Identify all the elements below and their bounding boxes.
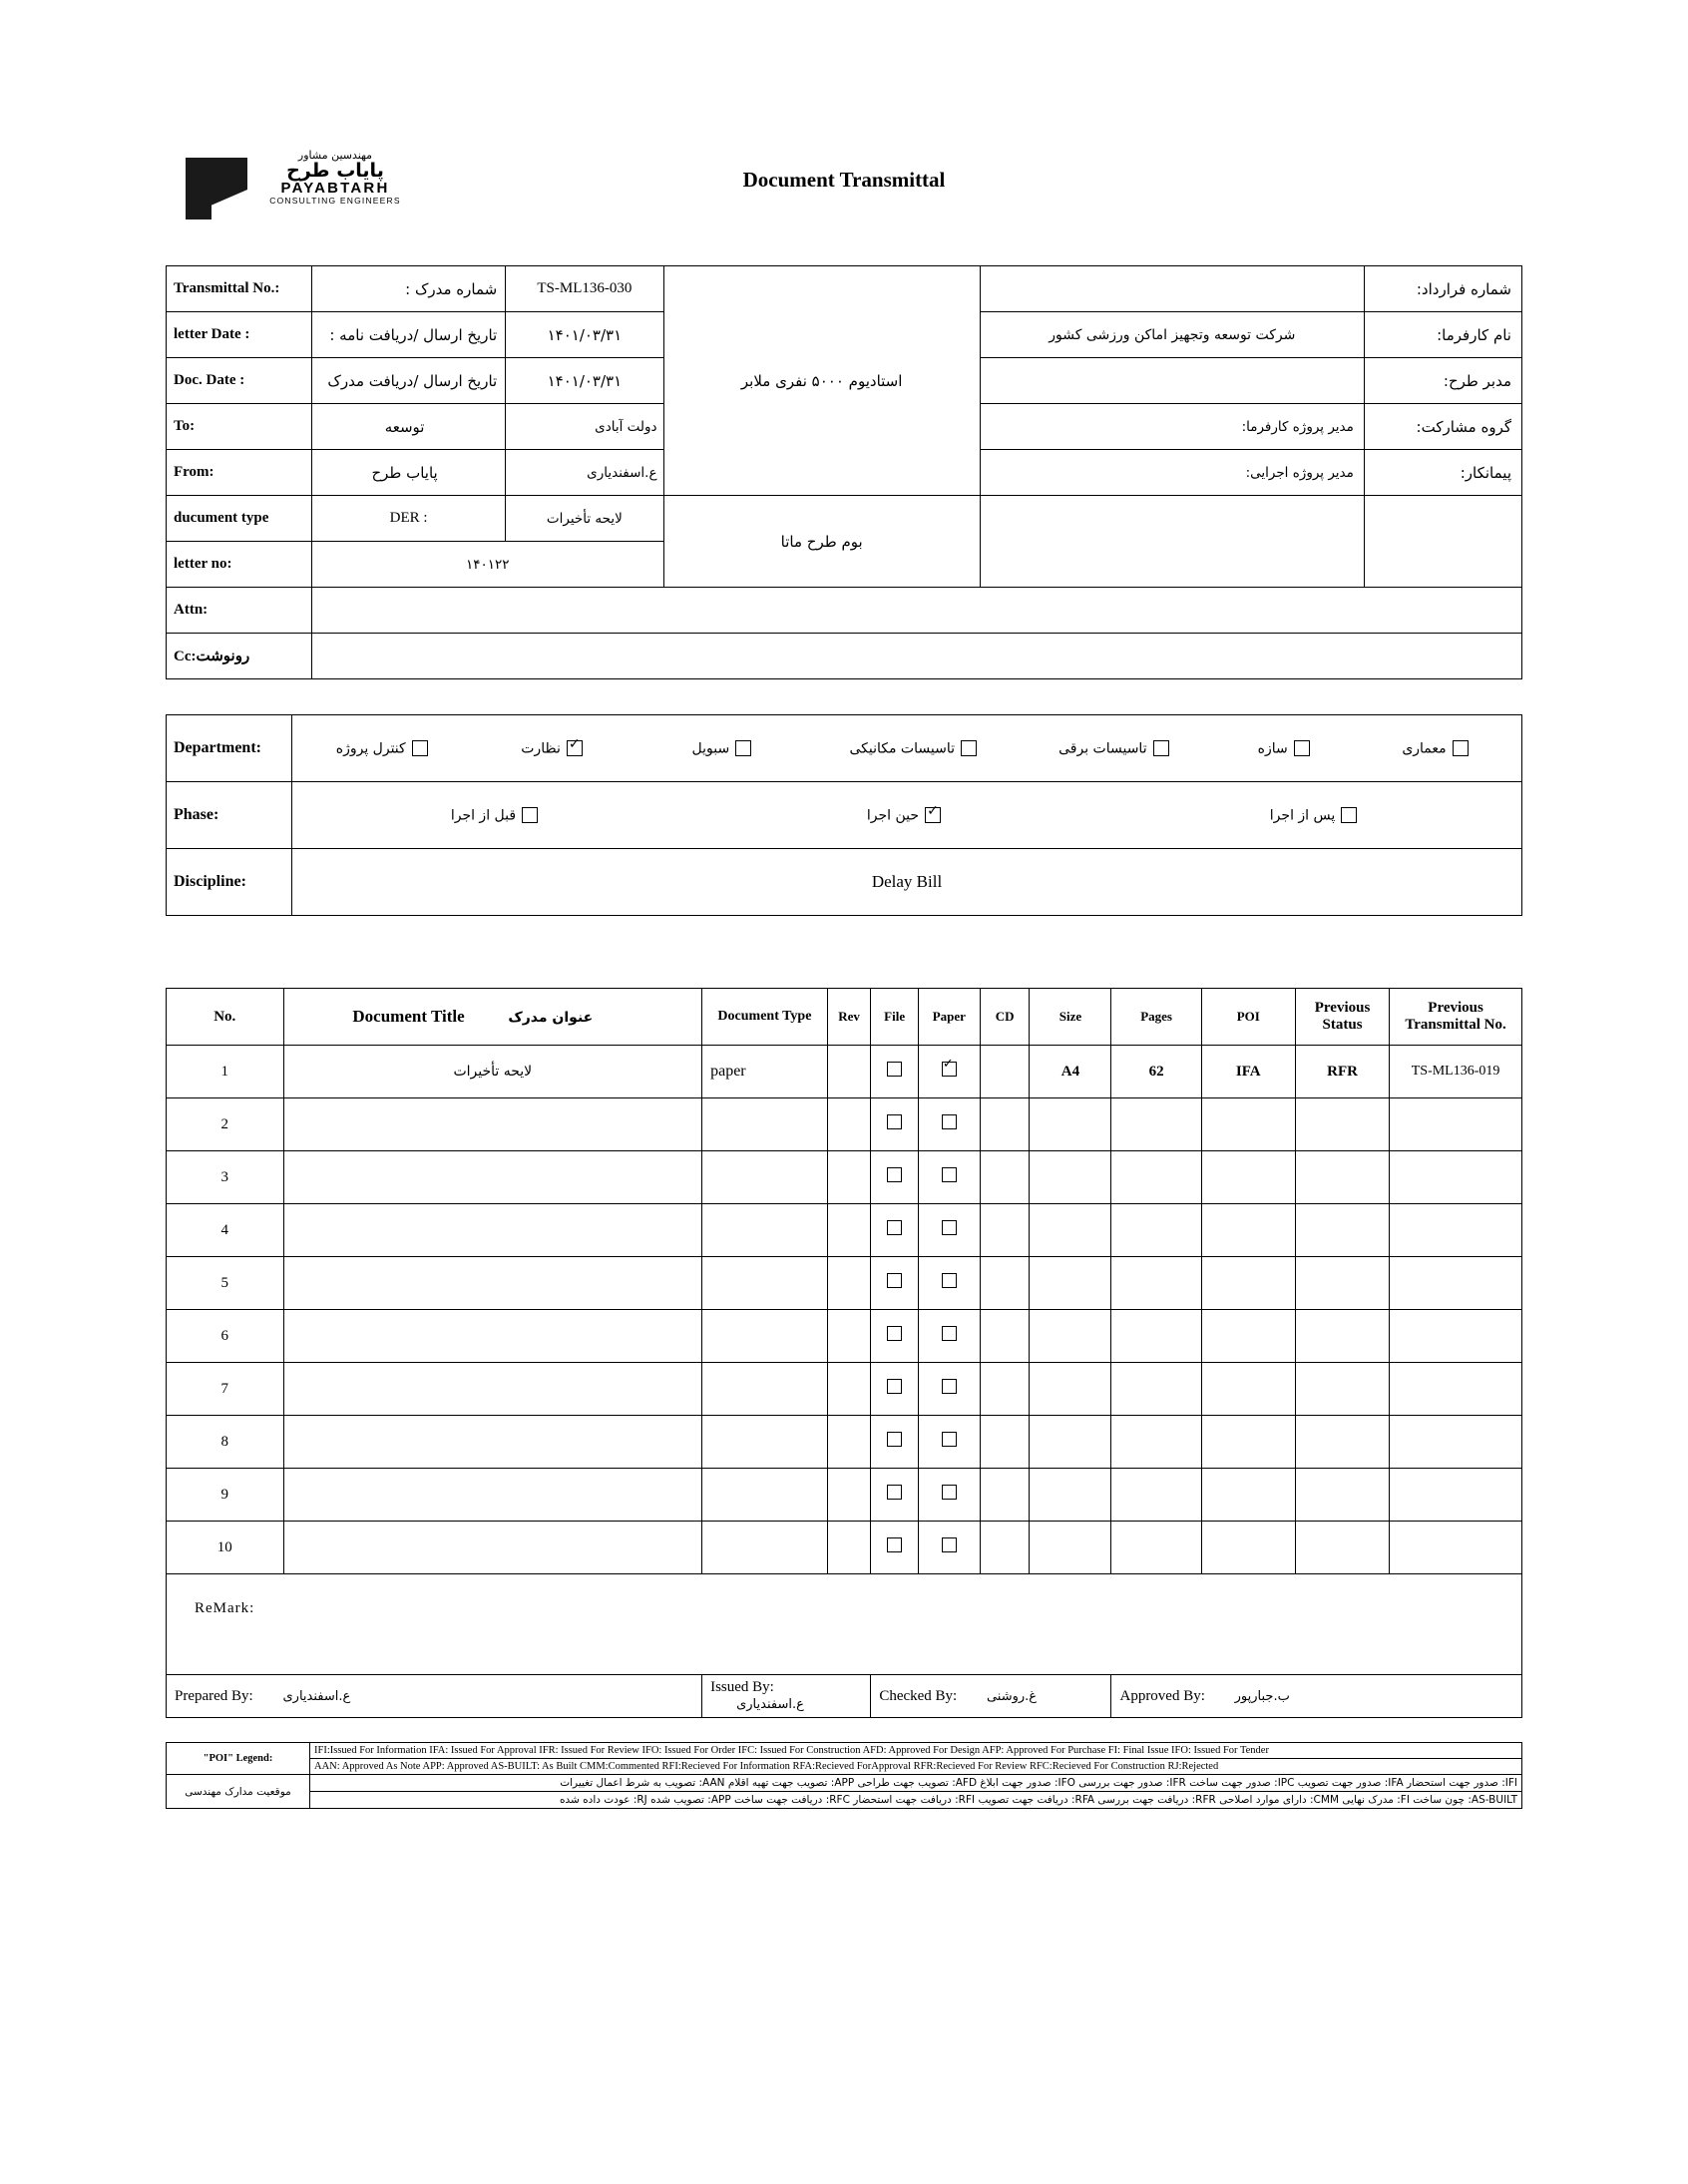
cell-size [1030,1098,1111,1151]
checkbox-file[interactable] [887,1326,902,1341]
table-row [167,1792,1522,1809]
label-discipline: Discipline: [167,849,292,916]
cell-file[interactable] [871,1363,919,1416]
checkbox-architecture[interactable] [1453,740,1469,756]
cell-paper[interactable] [918,1469,980,1522]
cell-paper[interactable] [918,1257,980,1310]
table-row [167,1204,1522,1257]
cell-poi [1201,1416,1295,1469]
label-contractor-2 [1364,496,1521,588]
value-attn [311,588,1521,634]
phase-option-before[interactable]: قبل از اجرا [294,806,700,824]
header-previous-status: Previous Status [1295,989,1389,1046]
logo-fa-small: مهندسین مشاور [297,149,373,162]
header-previous-transmittal: Previous Transmittal No. [1390,989,1522,1046]
header-poi: POI [1201,989,1295,1046]
cell-cd [980,1310,1030,1363]
logo-en-small: CONSULTING ENGINEERS [269,196,401,207]
label-plan-manager: مدبر طرح: [1364,358,1521,404]
label-letter-no: letter no: [167,542,312,588]
legend-line-3: IFI: صدور جهت استحضار IFA: صدور جهت تصویب IPC: صدور جهت ساخت IFR: صدور جهت بررسی IFO: صدور جهت ابلاغ AFD: تصویب جهت طراحی APP: تصویب جهت تهیه اقلام AAN: تصویب به شرط اعمال تغییرات [310,1775,1522,1792]
value-letter-date: ۱۴۰۱/۰۳/۳۱ [506,312,663,358]
cell-cd [980,1522,1030,1574]
label-client-project-manager: مدیر پروژه کارفرما: [980,404,1364,450]
signature-issued-label: Issued By: [710,1679,774,1695]
checkbox-file[interactable] [887,1537,902,1552]
table-row [167,634,1522,679]
cell-size [1030,1257,1111,1310]
cell-pages [1111,1310,1201,1363]
cell-previous-status [1295,1522,1389,1574]
cell-cd [980,1363,1030,1416]
cell-document-title [283,1257,702,1310]
label-client-name: نام کارفرما: [1364,312,1521,358]
checkbox-file[interactable] [887,1485,902,1500]
cell-previous-status [1295,1363,1389,1416]
value-doc-date: ۱۴۰۱/۰۳/۳۱ [506,358,663,404]
label-contract-no: شماره فرارداد: [1364,266,1521,312]
checkbox-supervision[interactable] [567,740,583,756]
cell-previous-status [1295,1310,1389,1363]
cell-no: 1 [167,1046,284,1098]
cell-document-type [702,1363,828,1416]
checkbox-paper[interactable] [942,1220,957,1235]
label-phase: Phase: [167,782,292,849]
value-to-person [506,404,663,450]
table-row [167,1257,1522,1310]
cell-no: 7 [167,1363,284,1416]
cell-document-type [702,1204,828,1257]
signature-checked-name: غ.روشنی [986,1688,1038,1704]
phase-option-after[interactable]: پس از اجرا [1113,806,1519,824]
cell-previous-transmittal: TS-ML136-019 [1390,1046,1522,1098]
cell-paper[interactable] [918,1151,980,1204]
table-row [167,266,1522,312]
cell-size [1030,1151,1111,1204]
cell-poi [1201,1204,1295,1257]
legend-line-4: AS-BUILT: چون ساخت FI: مدرک نهایی CMM: دارای موارد اصلاحی RFR: دریافت جهت بررسی RFA: دریافت جهت تصویب RFI: دریافت جهت استحضار RFC: دریافت جهت ساخت APP: تصویب شده RJ: عودت داده شده [310,1792,1522,1809]
cell-rev [827,1469,871,1522]
header-cd: CD [980,989,1030,1046]
cell-no: 8 [167,1416,284,1469]
cell-previous-status [1295,1416,1389,1469]
cell-previous-status [1295,1257,1389,1310]
legend-title-fa: موقعیت مدارک مهندسی [167,1775,310,1809]
phase-option-during[interactable]: حین اجرا ✓ [704,806,1110,824]
table-row [167,1151,1522,1204]
label-transmittal-no: Transmittal No.: [167,266,312,312]
label-cc: Cc:رونوشت [167,634,312,679]
signature-checked-label: Checked By: [879,1687,958,1704]
header-no: No. [167,989,284,1046]
cell-previous-transmittal [1390,1098,1522,1151]
label-doc-date-fa: تاریخ ارسال /دریافت مدرک [311,358,505,404]
cell-document-title [283,1151,702,1204]
value-client-name: شرکت توسعه وتجهیز اماکن ورزشی کشور [980,312,1364,358]
cell-size: A4 [1030,1046,1111,1098]
table-row [167,1310,1522,1363]
document-header [0,150,1688,259]
checkbox-phase-before[interactable] [522,807,538,823]
cell-previous-transmittal [1390,1416,1522,1469]
cell-previous-status: RFR [1295,1046,1389,1098]
cell-document-title [283,1098,702,1151]
label-doc-date: Doc. Date : [167,358,312,404]
transmittal-info-table [166,265,1522,679]
cell-document-type [702,1310,828,1363]
cell-file[interactable] [871,1469,919,1522]
signature-approved-name: ب.جبارپور [1234,1688,1290,1704]
cell-previous-status [1295,1098,1389,1151]
dept-option-electrical[interactable]: تاسیسات برقی [1025,739,1209,757]
value-to-person-name: دولت آبادی [595,418,657,435]
cell-previous-transmittal [1390,1469,1522,1522]
signature-prepared-by [167,1675,702,1718]
cell-rev [827,1257,871,1310]
page-title: Document Transmittal [742,168,946,192]
checkbox-paper[interactable] [942,1273,957,1288]
cell-no: 3 [167,1151,284,1204]
cell-document-title [283,1469,702,1522]
label-attn: Attn: [167,588,312,634]
remark-cell [167,1574,1522,1675]
value-contract-no [980,266,1364,312]
signature-checked-by [871,1675,1111,1718]
checkbox-paper[interactable] [942,1379,957,1394]
cell-paper[interactable] [918,1522,980,1574]
dept-option-civil[interactable]: سبویل [641,739,807,757]
cell-document-type [702,1151,828,1204]
cell-document-title [283,1522,702,1574]
label-joint-venture: گروه مشارکت: [1364,404,1521,450]
cell-pages [1111,1257,1201,1310]
legend-line-2: AAN: Approved As Note APP: Approved AS-BUILT: As Built CMM:Commented RFI:Recieved For Information RFA:Recieved ForApproval RFR:Recieved For Review RFC:Recieved For Construction RJ:Rejected [310,1759,1522,1775]
cell-poi [1201,1257,1295,1310]
label-letter-date: letter Date : [167,312,312,358]
cell-previous-status [1295,1204,1389,1257]
cell-previous-transmittal [1390,1257,1522,1310]
table-row [167,782,1522,849]
checkbox-civil[interactable] [735,740,751,756]
cell-no: 4 [167,1204,284,1257]
cell-size [1030,1522,1111,1574]
table-header-row [167,989,1522,1046]
cell-paper[interactable] [918,1363,980,1416]
signature-approved-by [1111,1675,1522,1718]
cell-size [1030,1416,1111,1469]
checkbox-paper[interactable] [942,1062,957,1077]
label-transmittal-no-fa: شماره مدرک : [311,266,505,312]
phase-options [292,782,1522,849]
cell-pages [1111,1204,1201,1257]
cell-pages [1111,1522,1201,1574]
checkbox-paper[interactable] [942,1326,957,1341]
checkbox-paper[interactable] [942,1114,957,1129]
table-row [167,1759,1522,1775]
label-to: To: [167,404,312,450]
cell-poi [1201,1522,1295,1574]
checkbox-paper[interactable] [942,1537,957,1552]
checkbox-project-control[interactable] [412,740,428,756]
signature-row [167,1675,1522,1718]
cell-pages: 62 [1111,1046,1201,1098]
cell-file[interactable] [871,1151,919,1204]
cell-poi [1201,1098,1295,1151]
table-row [167,1743,1522,1759]
cell-cd [980,1469,1030,1522]
dept-option-project-control[interactable]: کنترل پروژه [302,739,468,757]
table-row [167,1098,1522,1151]
cell-poi [1201,1363,1295,1416]
label-contractor: پیمانکار: [1364,450,1521,496]
cell-pages [1111,1416,1201,1469]
cell-poi [1201,1151,1295,1204]
cell-file[interactable] [871,1257,919,1310]
cell-file[interactable] [871,1098,919,1151]
cell-paper[interactable] [918,1416,980,1469]
checkbox-file[interactable] [887,1062,902,1077]
department-options [292,715,1522,782]
header-file: File [871,989,919,1046]
cell-cd [980,1098,1030,1151]
checkbox-file[interactable] [887,1379,902,1394]
header-document-type: Document Type [702,989,828,1046]
cell-previous-transmittal [1390,1204,1522,1257]
cell-rev [827,1151,871,1204]
cell-previous-status [1295,1469,1389,1522]
table-row [167,1775,1522,1792]
value-document-type-code: DER : [311,496,505,542]
label-letter-date-fa: تاریخ ارسال /دریافت نامه : [311,312,505,358]
table-row [167,1416,1522,1469]
table-row [167,496,1522,542]
cell-paper[interactable] [918,1046,980,1098]
header-pages: Pages [1111,989,1201,1046]
dept-option-architecture[interactable]: معماری [1365,739,1512,757]
value-plan-manager [980,358,1364,404]
cell-document-title [283,1204,702,1257]
table-row [167,715,1522,782]
cell-no: 5 [167,1257,284,1310]
cell-file[interactable] [871,1310,919,1363]
cell-previous-transmittal [1390,1310,1522,1363]
cell-pages [1111,1363,1201,1416]
cell-no: 9 [167,1469,284,1522]
signature-issued-name: ع.اسفندیاری [736,1697,804,1712]
poi-legend-table [166,1742,1522,1809]
table-row [167,1522,1522,1574]
table-row [167,1469,1522,1522]
value-from-org: پایاب طرح [311,450,505,496]
signature-prepared-label: Prepared By: [175,1687,253,1704]
cell-size [1030,1310,1111,1363]
logo-en-big: PAYABTARH [280,180,390,198]
checkbox-file[interactable] [887,1273,902,1288]
cell-document-title: لایحه تأخیرات [283,1046,702,1098]
table-row [167,849,1522,916]
cell-document-type [702,1098,828,1151]
header-paper: Paper [918,989,980,1046]
table-row [167,588,1522,634]
cell-document-type [702,1469,828,1522]
legend-title-en: "POI" Legend: [167,1743,310,1775]
cell-cd [980,1151,1030,1204]
cell-file[interactable] [871,1204,919,1257]
cell-file[interactable] [871,1046,919,1098]
checkbox-phase-after[interactable] [1341,807,1357,823]
value-cc [311,634,1521,679]
cell-rev [827,1046,871,1098]
checkbox-phase-during[interactable] [925,807,941,823]
checkbox-file[interactable] [887,1167,902,1182]
cell-document-type [702,1416,828,1469]
cell-rev [827,1522,871,1574]
checkbox-paper[interactable] [942,1432,957,1447]
logo-fa-big: پایاب طرح [286,159,384,182]
label-document-type: ducument type [167,496,312,542]
cell-size [1030,1204,1111,1257]
cell-paper[interactable] [918,1310,980,1363]
cell-no: 10 [167,1522,284,1574]
dept-option-supervision[interactable]: نظارت ✓ [472,739,637,757]
cell-rev [827,1416,871,1469]
cell-rev [827,1363,871,1416]
cell-document-title [283,1416,702,1469]
legend-line-1: IFI:Issued For Information IFA: Issued For Approval IFR: Issued For Review IFO: Issued For Order IFC: Issued For Construction AFD: Approved For Design AFP: Approved For Purchase FI: Final Issue IFO: Issued For Tender [310,1743,1522,1759]
cell-cd [980,1257,1030,1310]
label-department: Department: [167,715,292,782]
cell-no: 6 [167,1310,284,1363]
table-row [167,1363,1522,1416]
cell-previous-transmittal [1390,1522,1522,1574]
cell-document-title [283,1363,702,1416]
checkbox-paper[interactable] [942,1485,957,1500]
cell-poi [1201,1310,1295,1363]
company-logo [186,150,405,244]
header-rev: Rev [827,989,871,1046]
cell-cd [980,1416,1030,1469]
cell-size [1030,1363,1111,1416]
documents-table [166,988,1522,1718]
cell-document-type [702,1522,828,1574]
value-to-org: توسعه [311,404,505,450]
cell-rev [827,1310,871,1363]
checkbox-paper[interactable] [942,1167,957,1182]
cell-poi [1201,1469,1295,1522]
signature-approved-label: Approved By: [1119,1687,1205,1704]
cell-document-type [702,1257,828,1310]
label-exec-project-manager: مدیر پروژه اجرایی: [980,450,1364,496]
value-from-person: ع.اسفندیاری [506,450,663,496]
cell-file[interactable] [871,1522,919,1574]
remark-row [167,1574,1522,1675]
value-contractor-name: بوم طرح ماتا [663,496,980,588]
cell-rev [827,1204,871,1257]
cell-pages [1111,1151,1201,1204]
cell-document-type: paper [702,1046,828,1098]
value-discipline: Delay Bill [292,849,1522,916]
checkbox-file[interactable] [887,1432,902,1447]
dept-option-structure[interactable]: سازه [1213,739,1361,757]
cell-paper[interactable] [918,1098,980,1151]
checkbox-mechanical[interactable] [961,740,977,756]
signature-issued-by [702,1675,871,1718]
header-document-title: Document Title عنوان مدرک [283,989,702,1046]
checkbox-structure[interactable] [1294,740,1310,756]
table-row [167,1046,1522,1098]
cell-paper[interactable] [918,1204,980,1257]
signature-prepared-name: ع.اسفندیاری [282,1688,351,1704]
cell-rev [827,1098,871,1151]
cell-poi: IFA [1201,1046,1295,1098]
dept-option-mechanical[interactable]: تاسیسات مکانیکی [812,739,1021,757]
cell-cd [980,1046,1030,1098]
checkbox-electrical[interactable] [1153,740,1169,756]
value-transmittal-no: TS-ML136-030 [506,266,663,312]
header-size: Size [1030,989,1111,1046]
cell-pages [1111,1469,1201,1522]
remark-label: ReMark: [195,1600,255,1616]
cell-previous-status [1295,1151,1389,1204]
cell-previous-transmittal [1390,1151,1522,1204]
label-from: From: [167,450,312,496]
department-phase-table [166,714,1522,916]
cell-document-title [283,1310,702,1363]
value-document-type: لایحه تأخیرات [506,496,663,542]
cell-size [1030,1469,1111,1522]
cell-no: 2 [167,1098,284,1151]
checkbox-file[interactable] [887,1220,902,1235]
cell-cd [980,1204,1030,1257]
cell-pages [1111,1098,1201,1151]
cell-previous-transmittal [1390,1363,1522,1416]
cell-file[interactable] [871,1416,919,1469]
value-letter-no: ۱۴۰۱۲۲ [311,542,663,588]
empty-cell-contractor [980,496,1364,588]
checkbox-file[interactable] [887,1114,902,1129]
project-name-cell: استادیوم ۵۰۰۰ نفری ملابر [663,266,980,496]
